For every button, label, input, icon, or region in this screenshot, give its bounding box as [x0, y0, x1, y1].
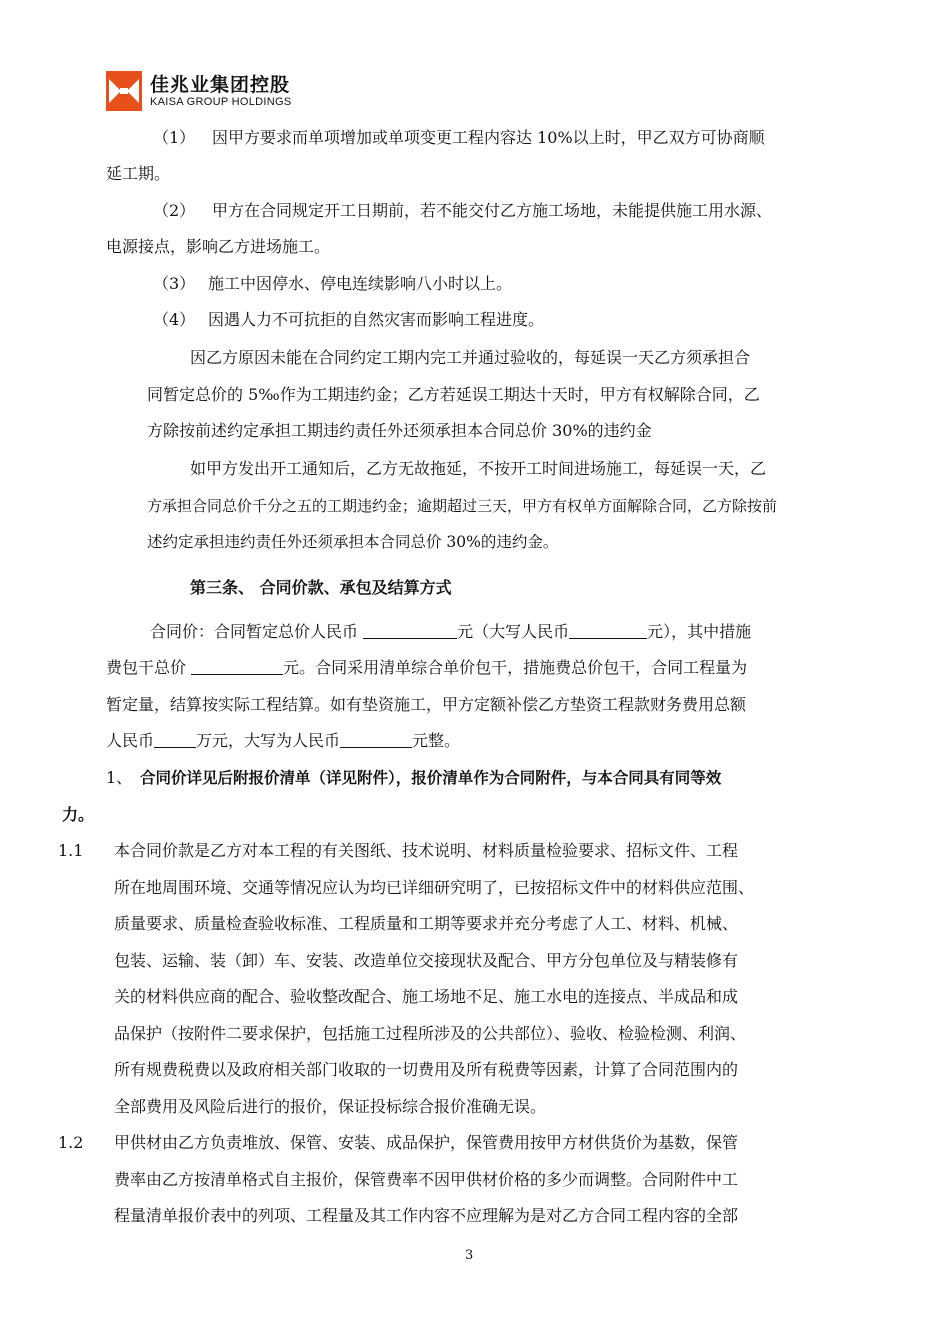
paragraph-line: 程量清单报价表中的列项、工程量及其工作内容不应理解为是对乙方合同工程内容的全部 [114, 1206, 739, 1225]
paragraph-line: 品保护（按附件二要求保护，包括施工过程所涉及的公共部位）、验收、检验检测、利润、 [114, 1024, 747, 1043]
paragraph-line: 施工中因停水、停电连续影响八小时以上。 [208, 274, 513, 293]
price-text: 元），其中措施 [647, 622, 752, 641]
paragraph-line: 因乙方原因未能在合同约定工期内完工并通过验收的，每延误一天乙方须承担合 [190, 348, 751, 367]
clause-number: （3） [153, 274, 196, 293]
paragraph-line: 包装、运输、装（卸）车、安装、改造单位交接现状及配合、甲方分包单位及与精装修有 [114, 951, 739, 970]
page-number: 3 [465, 1248, 474, 1263]
paragraph-line: 暂定量，结算按实际工程结算。如有垫资施工，甲方定额补偿乙方垫资工程款财务费用总额 [106, 695, 747, 714]
paragraph-line: 力。 [62, 805, 95, 824]
paragraph-line: 所在地周围环境、交通等情况应认为均已详细研究明了，已按招标文件中的材料供应范围、 [114, 878, 755, 897]
paragraph-line: 延工期。 [106, 164, 171, 183]
price-text: 元（大写人民币 [457, 622, 570, 641]
item-number: 1.1 [58, 841, 84, 860]
logo-chinese-name: 佳兆业集团控股 [150, 73, 291, 96]
paragraph-line: 电源接点，影响乙方进场施工。 [106, 237, 331, 256]
item-number: 1、 [106, 768, 133, 787]
kaisa-logo-icon [106, 71, 142, 111]
paragraph-line: 因遇人力不可抗拒的自然灾害而影响工程进度。 [208, 310, 545, 329]
logo-english-name: KAISA GROUP HOLDINGS [150, 95, 292, 108]
price-line [150, 622, 751, 642]
paragraph-line: 因甲方要求而单项增加或单项变更工程内容达 10%以上时，甲乙双方可协商顺 [212, 128, 765, 147]
amount-blank [340, 731, 412, 748]
amount-blank [569, 622, 647, 639]
price-text: 费包干总价 [106, 658, 192, 677]
price-line [106, 658, 747, 678]
paragraph-line: 关的材料供应商的配合、验收整改配合、施工场地不足、施工水电的连接点、半成品和成 [114, 987, 739, 1006]
price-text: 元。合同采用清单综合单价包干，措施费总价包干，合同工程量为 [283, 658, 748, 677]
paragraph-line: 述约定承担违约责任外还须承担本合同总价 30%的违约金。 [147, 533, 559, 551]
paragraph-line: 质量要求、质量检查验收标准、工程质量和工期等要求并充分考虑了人工、材料、机械、 [114, 914, 739, 933]
paragraph-line: 所有规费税费以及政府相关部门收取的一切费用及所有税费等因素，计算了合同范围内的 [114, 1060, 739, 1079]
amount-blank [154, 731, 196, 748]
clause-number: （1） [153, 128, 196, 147]
price-text: 元整。 [412, 731, 461, 750]
item-number: 1.2 [58, 1133, 84, 1152]
paragraph-line: 甲供材由乙方负责堆放、保管、安装、成品保护，保管费用按甲方材供货价为基数，保管 [114, 1133, 739, 1152]
amount-blank [191, 658, 283, 675]
clause-number: （4） [153, 310, 196, 329]
paragraph-line: 方承担合同总价千分之五的工期违约金；逾期超过三天，甲方有权单方面解除合同，乙方除按前 [147, 497, 778, 515]
paragraph-line: 甲方在合同规定开工日期前，若不能交付乙方施工场地，未能提供施工用水源、 [212, 201, 773, 220]
paragraph-line: 全部费用及风险后进行的报价，保证投标综合报价准确无误。 [114, 1097, 547, 1116]
price-line [106, 731, 460, 751]
paragraph-line: 费率由乙方按清单格式自主报价，保管费率不因甲供材价格的多少而调整。合同附件中工 [114, 1170, 739, 1189]
company-logo [106, 70, 292, 112]
paragraph-line: 方除按前述约定承担工期违约责任外还须承担本合同总价 30%的违约金 [147, 421, 652, 440]
paragraph-line: 如甲方发出开工通知后，乙方无故拖延，不按开工时间进场施工，每延误一天，乙 [190, 459, 767, 478]
clause-number: （2） [153, 201, 196, 220]
price-text: 人民币 [106, 731, 155, 750]
amount-blank [363, 622, 457, 639]
price-text: 合同价：合同暂定总价人民币 [150, 622, 364, 641]
section-title: 第三条、 合同价款、承包及结算方式 [190, 578, 452, 597]
price-text: 万元，大写为人民币 [196, 731, 341, 750]
paragraph-line: 同暂定总价的 5‰作为工期违约金；乙方若延误工期达十天时，甲方有权解除合同，乙 [147, 385, 760, 404]
paragraph-line: 合同价详见后附报价清单（详见附件），报价清单作为合同附件，与本合同具有同等效 [140, 769, 722, 787]
paragraph-line: 本合同价款是乙方对本工程的有关图纸、技术说明、材料质量检验要求、招标文件、工程 [114, 841, 739, 860]
